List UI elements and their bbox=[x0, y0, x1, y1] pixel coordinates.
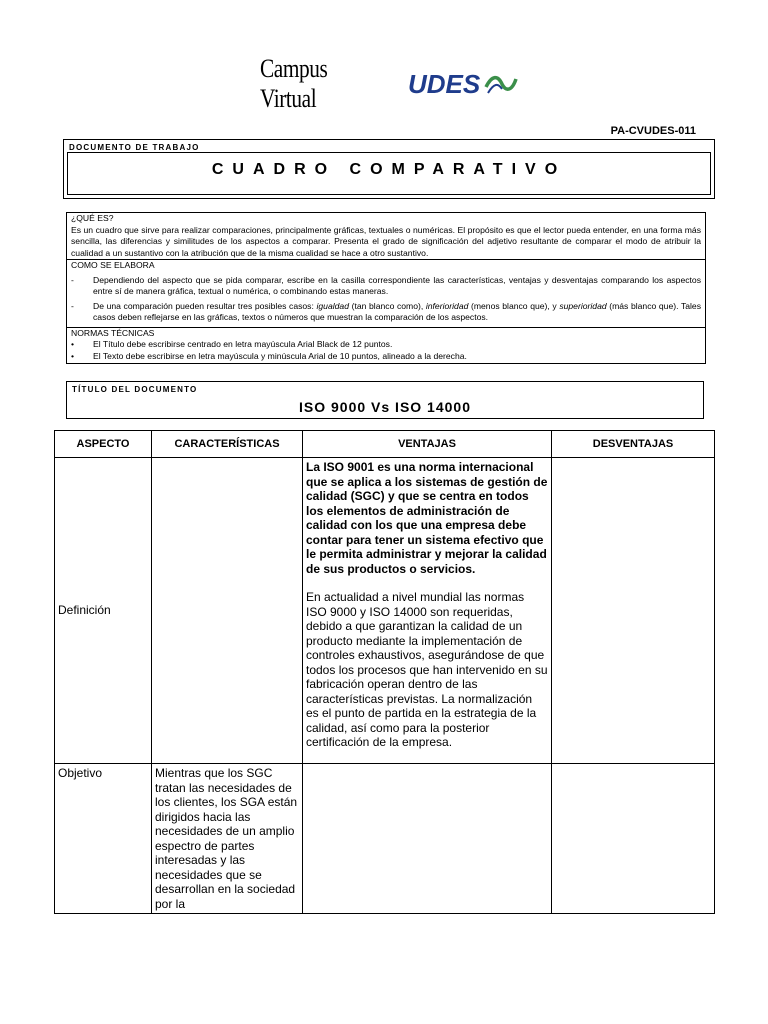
que-es-section bbox=[67, 213, 705, 259]
normas-heading: NORMAS TÉCNICAS bbox=[71, 327, 155, 338]
list-item-text: El Texto debe escribirse en letra mayúscula y minúscula Arial de 10 puntos, alineado a la derecha. bbox=[93, 350, 467, 361]
list-item bbox=[71, 301, 701, 324]
header-ventajas: VENTAJAS bbox=[303, 431, 552, 458]
list-item-text: El Título debe escribirse centrado en letra mayúscula Arial Black de 12 puntos. bbox=[93, 339, 393, 349]
como-heading: COMO SE ELABORA bbox=[71, 260, 155, 270]
list-item-text: Dependiendo del aspecto que se pida comparar, escribe en la casilla correspondiente las características, ventajas y desventajas comparando los aspectos entre sí de manera gráfica, textual o numérica, o combinando estas maneras. bbox=[93, 274, 701, 296]
campus-virtual-udes-logo bbox=[260, 54, 518, 113]
cell-aspecto: Objetivo bbox=[55, 764, 152, 914]
normas-tecnicas-section bbox=[67, 327, 705, 363]
cell-ventajas bbox=[303, 458, 552, 764]
comparison-title: ISO 9000 Vs ISO 14000 bbox=[299, 399, 471, 415]
ventajas-bold-text: La ISO 9001 es una norma internacional que se aplica a los sistemas de gestión de calidad (SGC) y que se centra en todos los elementos de administración de calidad con los que una empresa debe contar para tener un sistema efectivo que le permita administrar y mejorar la calidad de sus productos o servicios. bbox=[306, 460, 548, 576]
document-title-frame bbox=[67, 152, 711, 195]
ventajas-text: En actualidad a nivel mundial las normas ISO 9000 y ISO 14000 son requeridas, debido a que garantizan la calidad de un producto mediante la implementación de controles exhaustivos, asegurándose de que todos los procesos que han intervenido en su fabricación operan dentro de las características previstas. La normalización es el punto de partida en la estrategia de la calidad, así como para la posterior certificación de la empresa. bbox=[306, 590, 548, 749]
title-box bbox=[66, 381, 704, 419]
cell-caracteristicas bbox=[152, 458, 303, 764]
logo-wave-icon bbox=[484, 73, 518, 95]
cell-caracteristicas: Mientras que los SGC tratan las necesidades de los clientes, los SGA están dirigidos hacia las necesidades de un amplio espectro de partes interesadas y las necesidades que se desarrollan en la sociedad por la bbox=[152, 764, 303, 914]
instructions-box bbox=[66, 212, 706, 364]
dash-marker: - bbox=[71, 300, 74, 311]
como-se-elabora-section bbox=[67, 259, 705, 324]
logo-campus-text: Campus Virtual bbox=[260, 54, 328, 113]
que-es-heading: ¿QUÉ ES? bbox=[71, 213, 114, 223]
bullet-marker: • bbox=[71, 350, 75, 361]
list-item-text: De una comparación pueden resultar tres posibles casos: igualdad (tan blanco como), inferioridad (menos blanco que), y superioridad (más blanco que). Tales casos deben reflejarse en las gráficas, textos o números que muestran la comparación de los aspectos. bbox=[93, 300, 702, 322]
document-title: CUADRO COMPARATIVO bbox=[211, 161, 567, 178]
list-item bbox=[71, 339, 701, 351]
dash-marker: - bbox=[71, 274, 74, 285]
list-item bbox=[71, 351, 701, 363]
cell-aspecto: Definición bbox=[55, 458, 152, 764]
header-desventajas: DESVENTAJAS bbox=[552, 431, 715, 458]
document-code: PA-CVUDES-011 bbox=[610, 125, 696, 137]
document-header-box bbox=[63, 139, 715, 199]
header-aspecto: ASPECTO bbox=[55, 431, 152, 458]
comparison-table bbox=[54, 430, 715, 914]
table-row bbox=[55, 458, 715, 764]
document-label: DOCUMENTO DE TRABAJO bbox=[69, 143, 200, 152]
que-es-text: Es un cuadro que sirve para realizar comparaciones, principalmente gráficas, textuales o numéricas. El propósito es que el lector pueda entender, en una forma más sencilla, las diferencias y similitudes de los aspectos a comparar. Presenta el grado de significación del adjetivo resultante de comparar el modo de atribuir la cualidad a un sustantivo con la atribución que de la misma cualidad se hace a otro sustantivo. bbox=[71, 224, 701, 258]
header-caracteristicas: CARACTERÍSTICAS bbox=[152, 431, 303, 458]
list-item bbox=[71, 275, 701, 298]
table-row bbox=[55, 764, 715, 914]
title-label: TÍTULO DEL DOCUMENTO bbox=[72, 385, 198, 394]
logo-udes-text: UDES bbox=[408, 68, 481, 99]
bullet-marker: • bbox=[71, 339, 75, 349]
table-header-row bbox=[55, 431, 715, 458]
cell-ventajas bbox=[303, 764, 552, 914]
cell-desventajas bbox=[552, 764, 715, 914]
cell-desventajas bbox=[552, 458, 715, 764]
